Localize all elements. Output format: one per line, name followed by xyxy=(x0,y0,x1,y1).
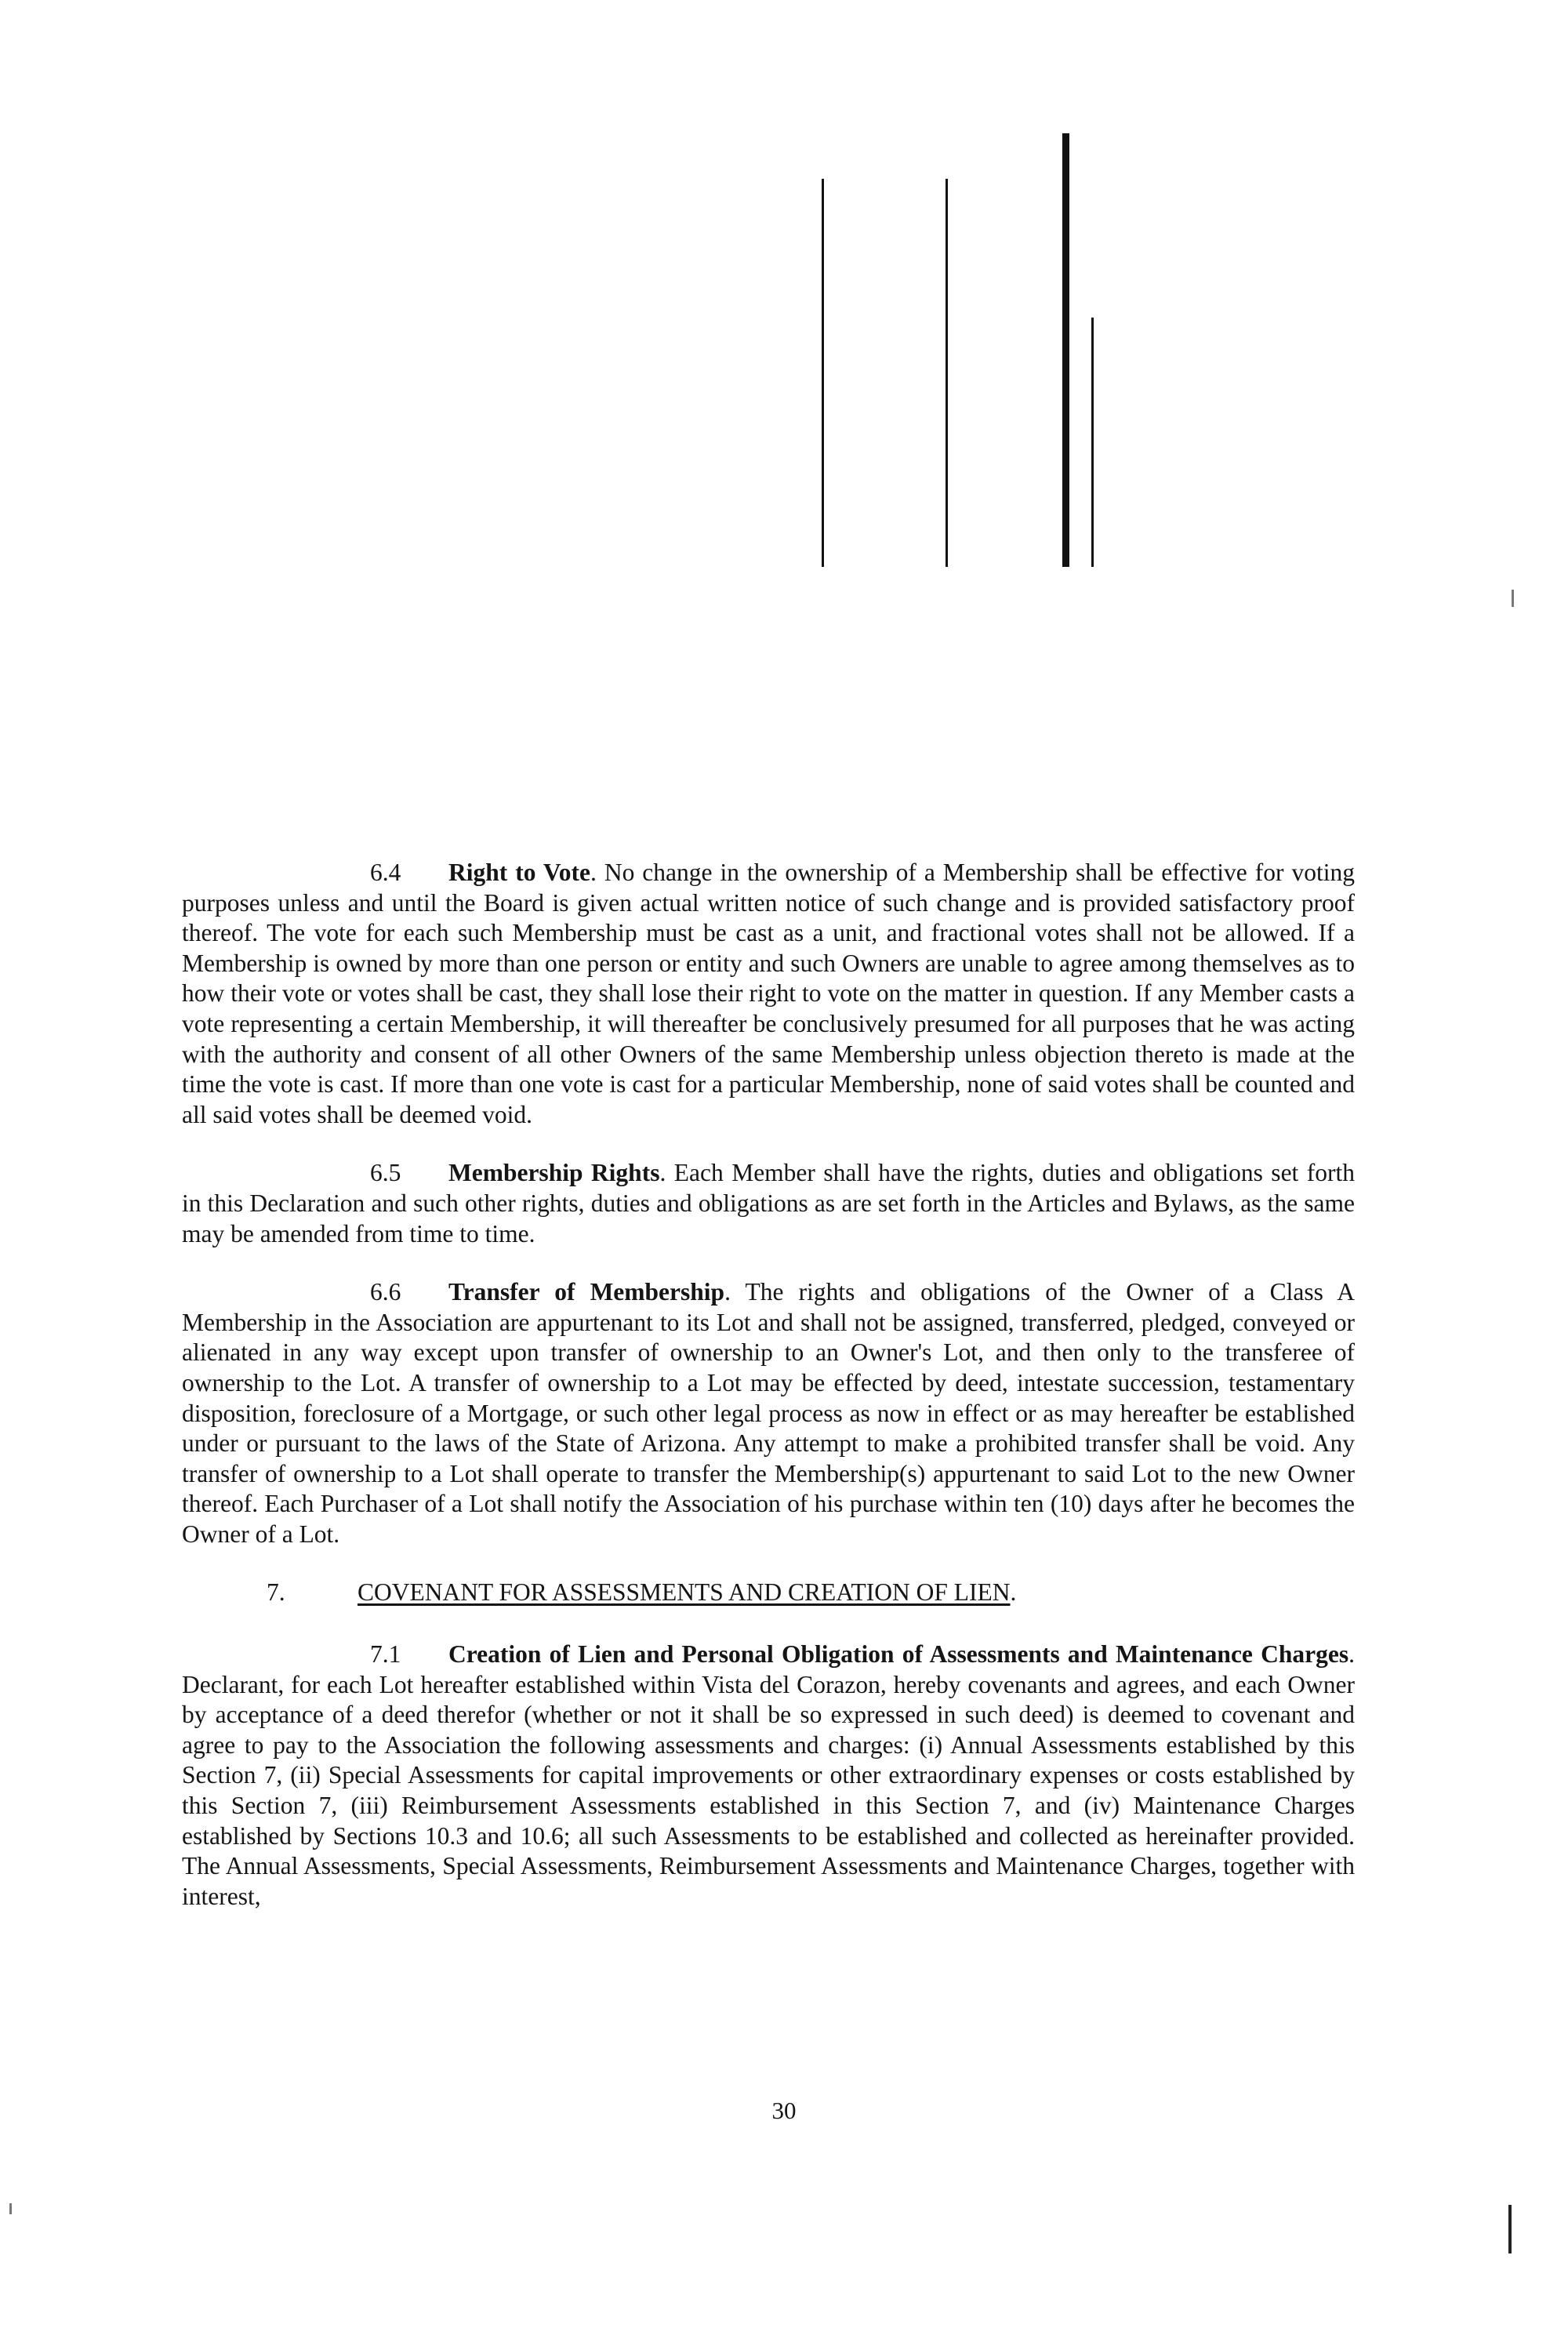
stamp-bar xyxy=(1091,318,1094,567)
section-number: 6.6 xyxy=(370,1278,401,1306)
section-6-5 xyxy=(182,1158,1355,1249)
article-number: 7. xyxy=(267,1578,285,1607)
section-text: . Declarant, for each Lot hereafter established within Vista del Corazon, hereby covenants and agrees, and each Owner by acceptance of a deed therefor (whether or not it shall be so expressed in such deed) is deemed to covenant and agree to pay to the Association the following assessments and charges: (i) Annual Assessments established by this Section 7, (ii) Special Assessments for capital improvements or other extraordinary expenses or costs established by this Section 7, (iii) Reimbursement Assessments established in this Section 7, and (iv) Maintenance Charges established by Sections 10.3 and 10.6; all such Assessments to be established and collected as hereinafter provided. The Annual Assessments, Special Assessments, Reimbursement Assessments and Maintenance Charges, together with interest, xyxy=(182,1640,1355,1910)
article-heading xyxy=(182,1578,1355,1608)
scan-speck xyxy=(9,2203,12,2214)
section-heading: Creation of Lien and Personal Obligation of Assessments and Maintenance Charges xyxy=(448,1640,1349,1669)
stamp-bar xyxy=(1062,133,1069,567)
document-body xyxy=(182,858,1355,1940)
article-title: COVENANT FOR ASSESSMENTS AND CREATION OF LIEN xyxy=(358,1578,1011,1607)
section-heading: Transfer of Membership xyxy=(448,1278,725,1306)
section-number: 7.1 xyxy=(370,1640,401,1669)
section-number: 6.4 xyxy=(370,859,401,886)
page-number: 30 xyxy=(771,2097,797,2124)
section-heading: Right to Vote xyxy=(448,859,590,886)
section-7-1 xyxy=(182,1640,1355,1912)
section-6-6 xyxy=(182,1277,1355,1549)
section-heading: Membership Rights xyxy=(448,1159,660,1187)
scan-speck xyxy=(1512,590,1514,607)
stamp-bar xyxy=(946,179,948,567)
section-text: . The rights and obligations of the Owner of a Class A Membership in the Association are appurtenant to its Lot and shall not be assigned, transferred, pledged, conveyed or alienated in any way except upon transfer of ownership to an Owner's Lot, and then only to the transferee of ownership to the Lot. A transfer of ownership to a Lot may be effected by deed, intestate succession, testamentary disposition, foreclosure of a Mortgage, or such other legal process as now in effect or as may hereafter be established under or pursuant to the laws of the State of Arizona. Any attempt to make a prohibited transfer shall be void. Any transfer of ownership to a Lot shall operate to transfer the Membership(s) appurtenant to said Lot to the new Owner thereof. Each Purchaser of a Lot shall notify the Association of his purchase within ten (10) days after he becomes the Owner of a Lot. xyxy=(182,1278,1355,1548)
section-number: 6.5 xyxy=(370,1159,401,1187)
article-trailing: . xyxy=(1010,1578,1017,1607)
stamp-bar xyxy=(822,179,824,567)
section-text: . No change in the ownership of a Membership shall be effective for voting purposes unless and until the Board is given actual written notice of such change and is provided satisfactory proof thereof. The vote for each such Membership must be cast as a unit, and fractional votes shall not be allowed. If a Membership is owned by more than one person or entity and such Owners are unable to agree among themselves as to how their vote or votes shall be cast, they shall lose their right to vote on the matter in question. If any Member casts a vote representing a certain Membership, it will thereafter be conclusively presumed for all purposes that he was acting with the authority and consent of all other Owners of the same Membership unless objection thereto is made at the time the vote is cast. If more than one vote is cast for a particular Membership, none of said votes shall be counted and all said votes shall be deemed void. xyxy=(182,859,1355,1128)
section-6-4 xyxy=(182,858,1355,1130)
scan-speck xyxy=(1508,2205,1512,2253)
section-text: . Each Member shall have the rights, duties and obligations set forth in this Declaration and such other rights, duties and obligations as are set forth in the Articles and Bylaws, as the same may be amended from time to time. xyxy=(182,1159,1355,1247)
